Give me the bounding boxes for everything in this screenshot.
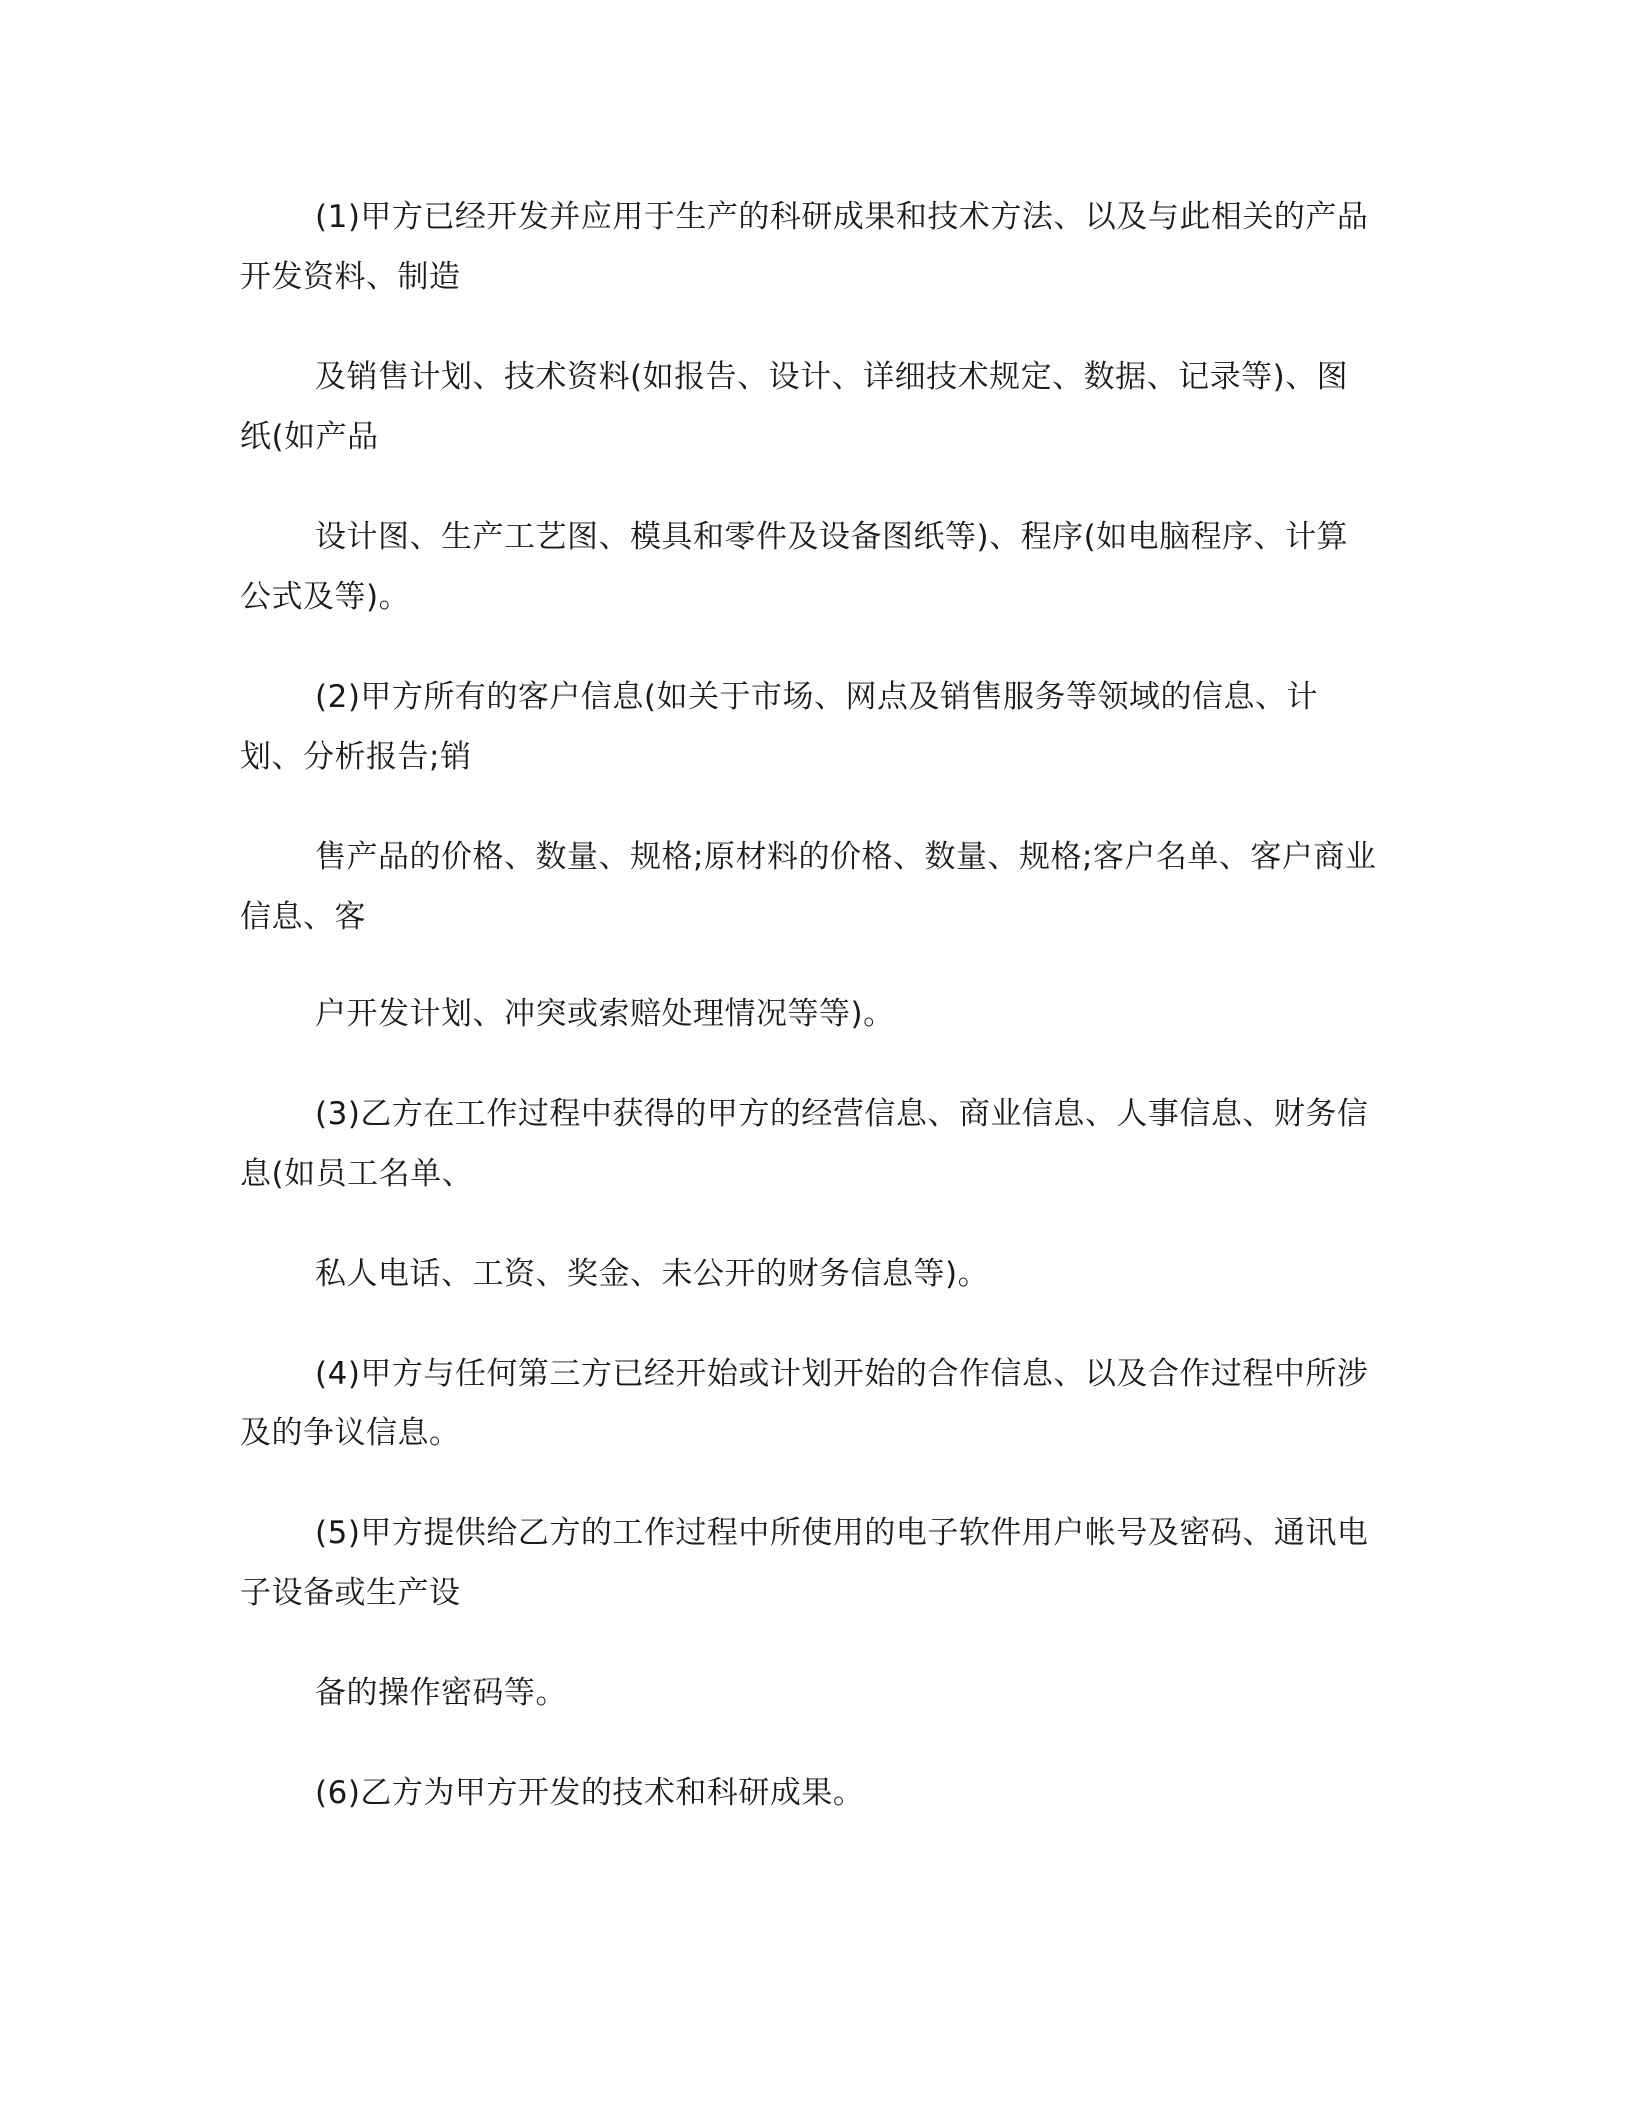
text-line: 户开发计划、冲突或索赔处理情况等等)。 — [315, 996, 895, 1032]
text-line: (2)甲方所有的客户信息(如关于市场、网点及销售服务等领域的信息、计 — [315, 679, 1319, 715]
text-line: 私人电话、工资、奖金、未公开的财务信息等)。 — [315, 1256, 990, 1292]
text-line: 划、分析报告;销 — [240, 739, 472, 775]
text-line: (6)乙方为甲方开发的技术和科研成果。 — [315, 1775, 865, 1811]
text-line: 及的争议信息。 — [240, 1415, 461, 1451]
text-line: 公式及等)。 — [240, 579, 411, 615]
text-line: 开发资料、制造 — [240, 259, 461, 295]
text-line: 息(如员工名单、 — [240, 1156, 474, 1192]
text-line: 及销售计划、技术资料(如报告、设计、详细技术规定、数据、记录等)、图 — [315, 359, 1349, 395]
text-line: 售产品的价格、数量、规格;原材料的价格、数量、规格;客户名单、客户商业 — [315, 839, 1377, 875]
text-line: 信息、客 — [240, 899, 366, 935]
text-line: 纸(如产品 — [240, 419, 379, 455]
text-line: (4)甲方与任何第三方已经开始或计划开始的合作信息、以及合作过程中所涉 — [315, 1356, 1369, 1392]
text-line: (5)甲方提供给乙方的工作过程中所使用的电子软件用户帐号及密码、通讯电 — [315, 1515, 1369, 1551]
text-line: 设计图、生产工艺图、模具和零件及设备图纸等)、程序(如电脑程序、计算 — [315, 519, 1349, 555]
text-line: 备的操作密码等。 — [315, 1675, 567, 1711]
text-line: 子设备或生产设 — [240, 1575, 461, 1611]
text-line: (1)甲方已经开发并应用于生产的科研成果和技术方法、以及与此相关的产品 — [315, 199, 1369, 235]
text-line: (3)乙方在工作过程中获得的甲方的经营信息、商业信息、人事信息、财务信 — [315, 1096, 1369, 1132]
